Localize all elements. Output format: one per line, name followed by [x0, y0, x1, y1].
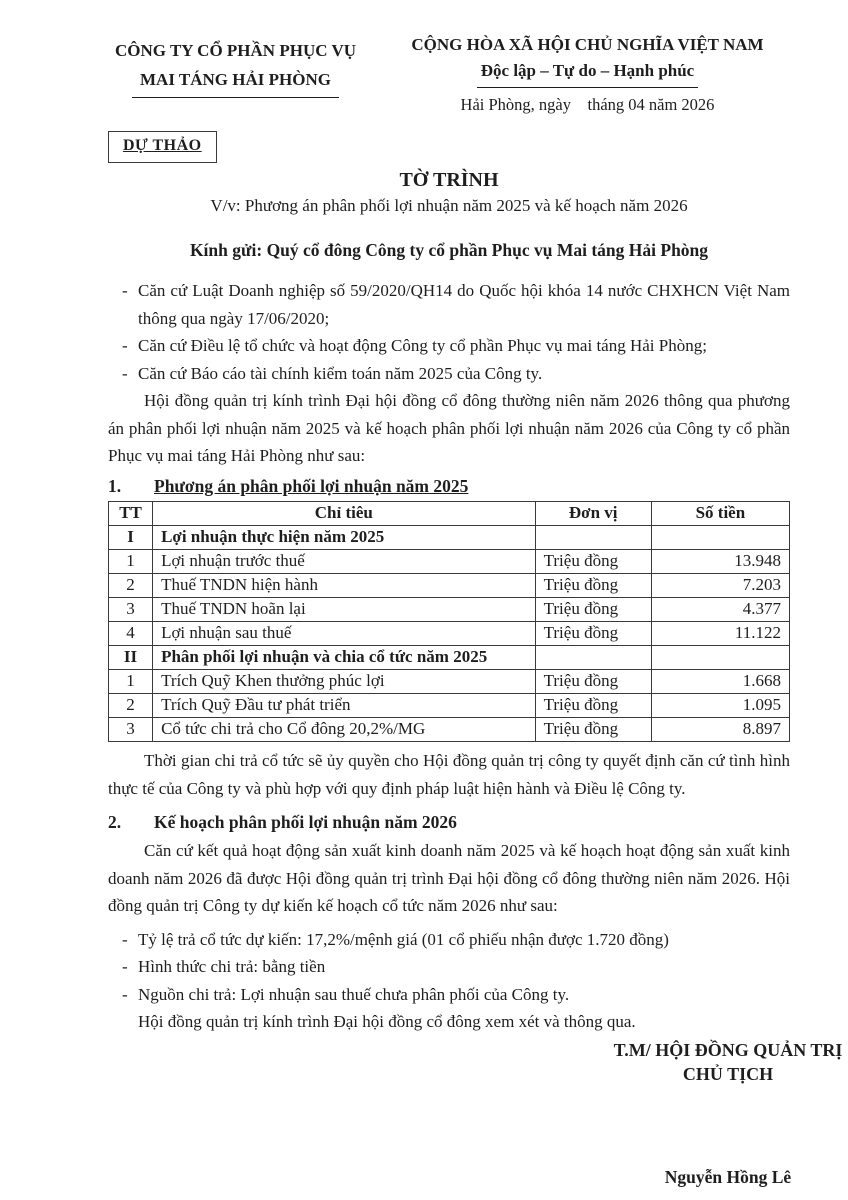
legal-basis-text: Căn cứ Điều lệ tổ chức và hoạt động Công ty cổ phần Phục vụ mai táng Hải Phòng; — [138, 336, 707, 356]
legal-basis-list — [108, 277, 790, 387]
cell-tt: 2 — [109, 693, 153, 717]
cell-label: Cổ tức chi trả cho Cổ đông 20,2%/MG — [153, 717, 536, 741]
table-row — [109, 573, 790, 597]
cell-amount: 7.203 — [651, 573, 789, 597]
cell-amount: 13.948 — [651, 549, 789, 573]
cell-label: Lợi nhuận thực hiện năm 2025 — [153, 525, 536, 549]
legal-basis-text: Căn cứ Luật Doanh nghiệp số 59/2020/QH14 do Quốc hội khóa 14 nước CHXHCN Việt Nam thông qua ngày 17/06/2020; — [138, 281, 790, 328]
cell-amount: 11.122 — [651, 621, 789, 645]
dash-bullet: - — [122, 984, 128, 1004]
list-item — [108, 981, 790, 1009]
cell-unit: Triệu đồng — [535, 573, 651, 597]
cell-unit: Triệu đồng — [535, 597, 651, 621]
cell-amount: 4.377 — [651, 597, 789, 621]
national-motto-line2: Độc lập – Tự do – Hạnh phúc — [477, 58, 698, 87]
table-row — [109, 525, 790, 549]
profit-distribution-table — [108, 501, 790, 742]
list-item — [108, 360, 790, 388]
cell-unit — [535, 645, 651, 669]
col-header-amount: Số tiền — [651, 501, 789, 525]
dash-bullet: - — [122, 957, 128, 977]
list-item — [108, 926, 790, 954]
plan-item-text: Hình thức chi trả: bằng tiền — [138, 957, 326, 977]
document-title: TỜ TRÌNH — [399, 169, 499, 192]
table-row — [109, 645, 790, 669]
col-header-label: Chỉ tiêu — [153, 501, 536, 525]
table-row — [109, 693, 790, 717]
cell-amount: 1.668 — [651, 669, 789, 693]
cell-tt: 1 — [109, 669, 153, 693]
dash-bullet: - — [122, 929, 128, 949]
dividend-note-paragraph: Thời gian chi trả cổ tức sẽ ủy quyền cho Hội đồng quản trị công ty quyết định căn cứ tình hình thực tế của Công ty và phù hợp với quy định pháp luật hiện hành và Điều lệ Công ty. — [108, 750, 790, 798]
cell-unit — [535, 525, 651, 549]
document-header — [108, 32, 790, 117]
cell-tt: 4 — [109, 621, 153, 645]
signature-title: CHỦ TỊCH — [682, 1063, 774, 1084]
cell-tt: I — [109, 525, 153, 549]
legal-basis-text: Căn cứ Báo cáo tài chính kiểm toán năm 2025 của Công ty. — [138, 363, 543, 383]
table-header-row — [109, 501, 790, 525]
salutation-line: Kính gửi: Quý cổ đông Công ty cổ phần Phục vụ Mai táng Hải Phòng — [189, 240, 709, 261]
cell-label: Thuế TNDN hoãn lại — [153, 597, 536, 621]
document-subject: V/v: Phương án phân phối lợi nhuận năm 2025 và kế hoạch năm 2026 — [210, 196, 688, 216]
cell-tt: 2 — [109, 573, 153, 597]
plan-item-text: Tỷ lệ trả cổ tức dự kiến: 17,2%/mệnh giá (01 cổ phiếu nhận được 1.720 đồng) — [138, 929, 669, 949]
closing-paragraph: Hội đồng quản trị kính trình Đại hội đồng cổ đông xem xét và thông qua. — [138, 1012, 636, 1032]
section2-paragraph: Căn cứ kết quả hoạt động sản xuất kinh doanh năm 2025 và kế hoạch hoạt động sản xuất kinh doanh năm 2026 đã được Hội đồng quản trị trình Đại hội đồng cổ đông thường niên năm 2026. Hội đồng quản trị Công ty dự kiến kế hoạch cổ tức năm 2026 như sau: — [108, 841, 790, 916]
dash-bullet: - — [122, 336, 128, 356]
cell-label: Lợi nhuận sau thuế — [153, 621, 536, 645]
cell-amount: 8.897 — [651, 717, 789, 741]
cell-unit: Triệu đồng — [535, 693, 651, 717]
cell-label: Phân phối lợi nhuận và chia cổ tức năm 2025 — [153, 645, 536, 669]
cell-label: Thuế TNDN hiện hành — [153, 573, 536, 597]
col-header-unit: Đơn vị — [535, 501, 651, 525]
cell-label: Trích Quỹ Khen thưởng phúc lợi — [153, 669, 536, 693]
cell-unit: Triệu đồng — [535, 621, 651, 645]
plan-item-text: Nguồn chi trả: Lợi nhuận sau thuế chưa phân phối của Công ty. — [138, 984, 570, 1004]
cell-tt: 3 — [109, 717, 153, 741]
cell-unit: Triệu đồng — [535, 717, 651, 741]
cell-label: Lợi nhuận trước thuế — [153, 549, 536, 573]
list-item — [108, 953, 790, 981]
cell-amount — [651, 525, 789, 549]
cell-unit: Triệu đồng — [535, 669, 651, 693]
signature-name: Nguyễn Hồng Lê — [664, 1166, 792, 1187]
company-name-line1: CÔNG TY CỔ PHẦN PHỤC VỤ — [115, 41, 356, 60]
plan-list — [108, 926, 790, 1009]
company-name-line2: MAI TÁNG HẢI PHÒNG — [132, 66, 339, 98]
section2-number: 2. — [108, 812, 122, 833]
section1-heading — [108, 476, 790, 497]
intro-paragraph: Hội đồng quản trị kính trình Đại hội đồng cổ đông thường niên năm 2026 thông qua phương án phân phối lợi nhuận năm 2025 và kế hoạch phân phối lợi nhuận năm 2026 của Công ty cổ phần Phục vụ mai táng Hải Phòng như sau: — [108, 391, 790, 466]
table-row — [109, 621, 790, 645]
list-item — [108, 277, 790, 332]
list-item — [108, 332, 790, 360]
cell-unit: Triệu đồng — [535, 549, 651, 573]
national-block — [385, 32, 790, 117]
cell-amount: 1.095 — [651, 693, 789, 717]
national-motto-line1: CỘNG HÒA XÃ HỘI CHỦ NGHĨA VIỆT NAM — [411, 35, 764, 54]
company-block — [108, 32, 363, 98]
place-date-line: Hải Phòng, ngày tháng 04 năm 2026 — [460, 94, 715, 114]
section1-title: Phương án phân phối lợi nhuận năm 2025 — [154, 475, 469, 496]
cell-tt: 1 — [109, 549, 153, 573]
dash-bullet: - — [122, 363, 128, 383]
signature-block — [563, 1040, 848, 1188]
section1-number: 1. — [108, 475, 122, 496]
cell-tt: 3 — [109, 597, 153, 621]
cell-amount — [651, 645, 789, 669]
table-row — [109, 669, 790, 693]
table-row — [109, 549, 790, 573]
table-row — [109, 597, 790, 621]
table-row — [109, 717, 790, 741]
draft-stamp: DỰ THẢO — [108, 131, 217, 163]
col-header-tt: TT — [109, 501, 153, 525]
cell-tt: II — [109, 645, 153, 669]
cell-label: Trích Quỹ Đầu tư phát triển — [153, 693, 536, 717]
signature-on-behalf: T.M/ HỘI ĐỒNG QUẢN TRỊ — [613, 1039, 843, 1060]
section2-heading — [108, 812, 790, 833]
section2-title: Kế hoạch phân phối lợi nhuận năm 2026 — [154, 812, 457, 833]
dash-bullet: - — [122, 281, 128, 301]
